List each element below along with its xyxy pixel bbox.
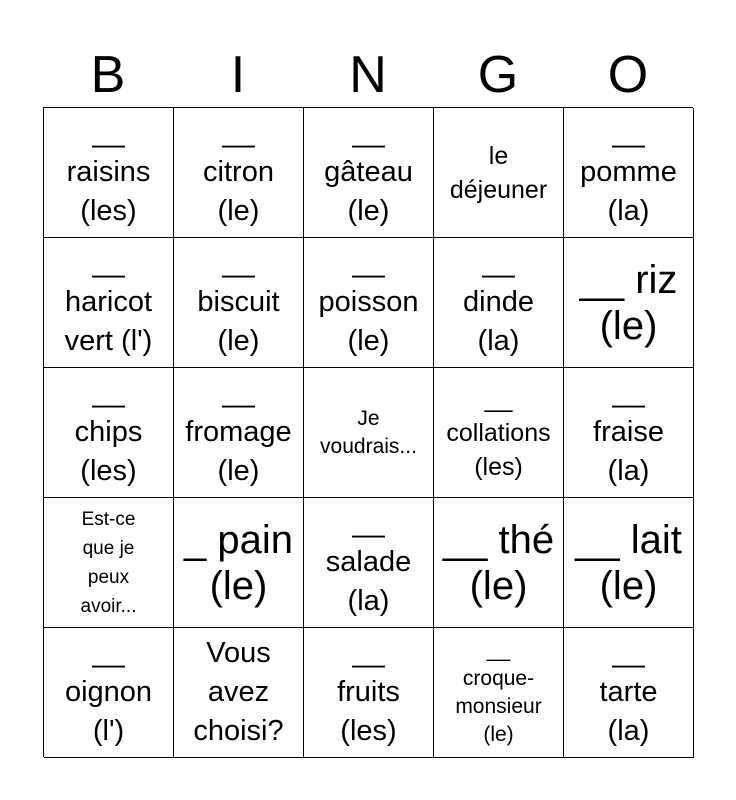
cell-text: __ fruits (les) [337, 637, 400, 747]
bingo-header [43, 44, 693, 106]
cell-text: __ chips (les) [74, 377, 143, 487]
bingo-cell[interactable] [174, 108, 304, 238]
bingo-cell[interactable] [304, 628, 434, 758]
header-letter-b: B [90, 46, 126, 104]
cell-text: Est-ce que je peux avoir... [80, 508, 137, 617]
bingo-cell[interactable] [44, 238, 174, 368]
bingo-cell[interactable] [434, 108, 564, 238]
cell-text: __ fromage (le) [185, 377, 292, 487]
cell-text: Vous avez choisi? [193, 637, 284, 747]
bingo-cell[interactable] [434, 238, 564, 368]
cell-text: __ citron (le) [203, 117, 274, 227]
cell-text: __ raisins (les) [66, 117, 151, 227]
bingo-cell[interactable] [434, 628, 564, 758]
bingo-cell[interactable] [44, 628, 174, 758]
bingo-cell[interactable] [304, 108, 434, 238]
cell-text: Je voudrais... [320, 406, 417, 458]
bingo-cell[interactable] [44, 108, 174, 238]
header-letter-i: I [230, 46, 246, 104]
cell-text: __ biscuit (le) [197, 247, 280, 357]
cell-text: __ croque- monsieur (le) [455, 638, 542, 746]
bingo-cell[interactable] [434, 498, 564, 628]
cell-text: __ fraise (la) [593, 377, 664, 487]
bingo-cell[interactable] [44, 498, 174, 628]
bingo-cell[interactable] [564, 628, 694, 758]
bingo-cell[interactable] [174, 628, 304, 758]
bingo-cell[interactable] [304, 238, 434, 368]
cell-text: _ pain (le) [184, 517, 293, 608]
bingo-cell[interactable] [564, 238, 694, 368]
cell-text: __ dinde (la) [463, 247, 534, 357]
header-letter-o: O [607, 46, 649, 104]
cell-text: __ thé (le) [442, 517, 555, 608]
cell-text: __ riz (le) [579, 257, 678, 348]
cell-text: le déjeuner [449, 141, 548, 204]
cell-text: __ tarte (la) [599, 637, 658, 747]
bingo-cell-center[interactable] [304, 368, 434, 498]
bingo-cell[interactable] [44, 368, 174, 498]
cell-text: __ oignon (l') [64, 637, 153, 747]
bingo-cell[interactable] [434, 368, 564, 498]
bingo-cell[interactable] [564, 368, 694, 498]
cell-text: __ gâteau (le) [324, 117, 413, 227]
cell-text: __ poisson (le) [318, 247, 419, 357]
cell-text: __ lait (le) [575, 517, 682, 608]
header-letter-g: G [477, 46, 519, 104]
cell-text: __ pomme (la) [580, 117, 677, 227]
cell-text: __ haricot vert (l') [64, 247, 153, 357]
cell-text: __ salade (la) [325, 507, 412, 617]
bingo-cell[interactable] [304, 498, 434, 628]
bingo-cell[interactable] [174, 498, 304, 628]
bingo-cell[interactable] [564, 108, 694, 238]
bingo-cell[interactable] [174, 368, 304, 498]
cell-text: __ collations (les) [446, 384, 551, 481]
header-letter-n: N [349, 46, 387, 104]
bingo-cell[interactable] [564, 498, 694, 628]
bingo-cell[interactable] [174, 238, 304, 368]
bingo-card-grid [43, 107, 693, 757]
